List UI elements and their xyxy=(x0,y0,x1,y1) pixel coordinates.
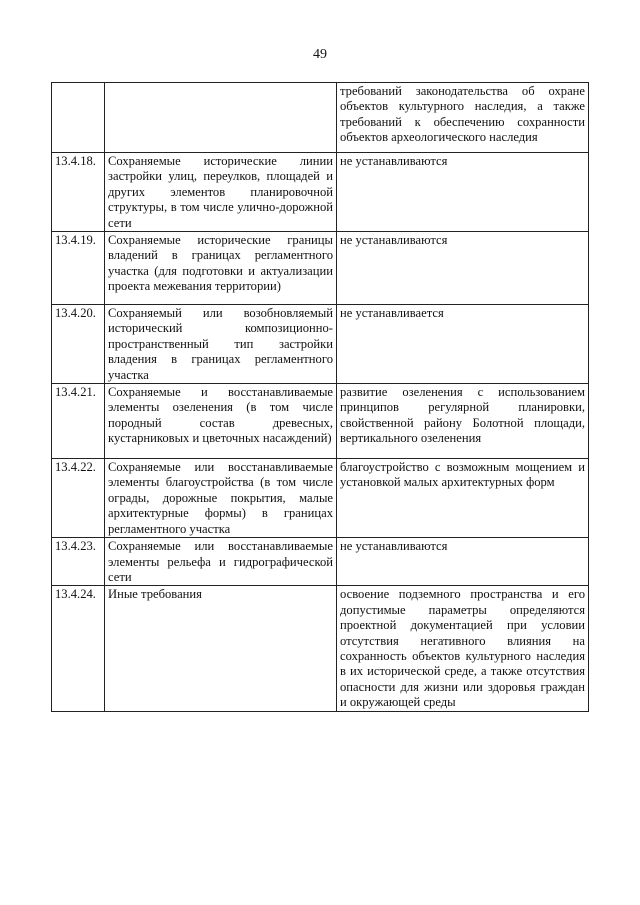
row-number-cell: 13.4.21. xyxy=(52,384,105,459)
row-number-cell: 13.4.24. xyxy=(52,586,105,711)
requirement-cell: не устанавливаются xyxy=(337,153,589,232)
requirement-cell: освоение подземного пространства и его допустимые параметры определяются проектной документацией при условии отсутствия негативного влияния на сохранность объектов культурного наследия в их исторической среде, а также отсутствия опасности для жизни или здоровья граждан и окружающей среды xyxy=(337,586,589,711)
regulations-table xyxy=(51,82,589,712)
table-row xyxy=(52,384,589,459)
row-number-cell: 13.4.23. xyxy=(52,538,105,586)
table-row xyxy=(52,153,589,232)
table-row xyxy=(52,305,589,384)
element-name-cell: Сохраняемые исторические границы владений в границах регламентного участка (для подготовки и актуализации проекта межевания территории) xyxy=(105,232,337,305)
element-name-cell: Сохраняемые или восстанавливаемые элементы благоустройства (в том числе ограды, дорожные покрытия, малые архитектурные формы) в границах регламентного участка xyxy=(105,459,337,538)
row-number-cell: 13.4.19. xyxy=(52,232,105,305)
element-name-cell: Сохраняемые и восстанавливаемые элементы озеленения (в том числе породный состав древесных, кустарниковых и цветочных насаждений) xyxy=(105,384,337,459)
page-number: 49 xyxy=(313,47,327,62)
table-row xyxy=(52,538,589,586)
row-number-cell xyxy=(52,83,105,153)
table-row xyxy=(52,586,589,711)
requirement-cell: не устанавливаются xyxy=(337,538,589,586)
requirement-cell: развитие озеленения с использованием принципов регулярной планировки, свойственной району Болотной площади, вертикального озеленения xyxy=(337,384,589,459)
element-name-cell: Иные требования xyxy=(105,586,337,711)
requirement-cell: не устанавливаются xyxy=(337,232,589,305)
table-row xyxy=(52,232,589,305)
row-number-cell: 13.4.18. xyxy=(52,153,105,232)
requirement-cell: требований законодательства об охране объектов культурного наследия, а также требований к обеспечению сохранности объектов археологического наследия xyxy=(337,83,589,153)
row-number-cell: 13.4.20. xyxy=(52,305,105,384)
element-name-cell: Сохраняемые или восстанавливаемые элементы рельефа и гидрографической сети xyxy=(105,538,337,586)
element-name-cell xyxy=(105,83,337,153)
table-row xyxy=(52,83,589,153)
row-number-cell: 13.4.22. xyxy=(52,459,105,538)
element-name-cell: Сохраняемый или возобновляемый исторический композиционно-пространственный тип застройки владения в границах регламентного участка xyxy=(105,305,337,384)
element-name-cell: Сохраняемые исторические линии застройки улиц, переулков, площадей и других элементов планировочной структуры, в том числе улично-дорожной сети xyxy=(105,153,337,232)
table-row xyxy=(52,459,589,538)
requirement-cell: благоустройство с возможным мощением и установкой малых архитектурных форм xyxy=(337,459,589,538)
requirement-cell: не устанавливается xyxy=(337,305,589,384)
